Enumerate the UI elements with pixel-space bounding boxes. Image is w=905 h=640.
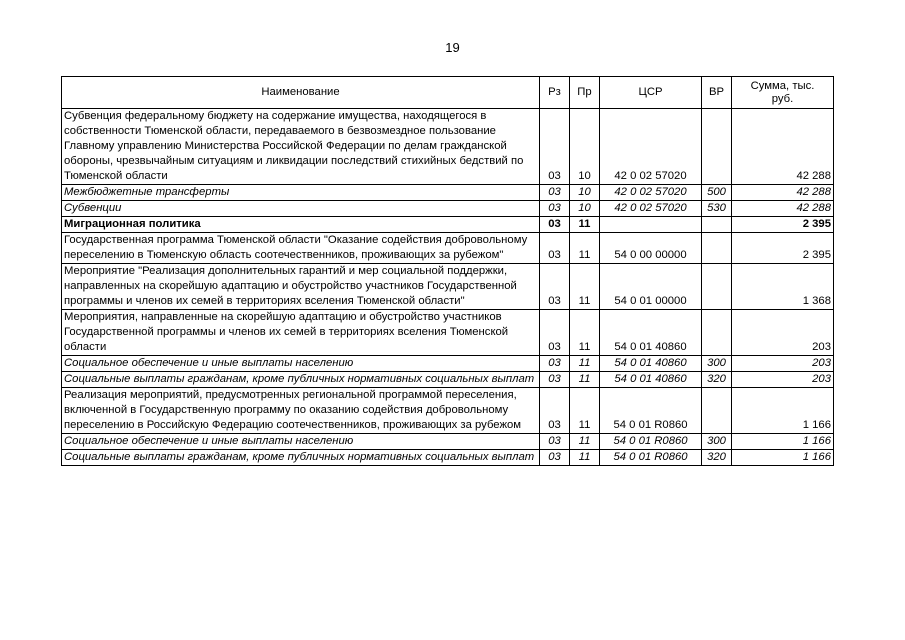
cell-vr [702, 217, 732, 233]
cell-pr: 10 [570, 109, 600, 185]
cell-name: Миграционная политика [62, 217, 540, 233]
cell-csr: 54 0 01 R0860 [600, 450, 702, 466]
cell-vr: 530 [702, 201, 732, 217]
table-row [62, 217, 834, 233]
table-row [62, 356, 834, 372]
cell-pr: 11 [570, 434, 600, 450]
cell-sum: 2 395 [732, 233, 834, 264]
cell-name: Субвенции [62, 201, 540, 217]
cell-rz: 03 [540, 450, 570, 466]
cell-name: Мероприятие "Реализация дополнительных гарантий и мер социальной поддержки, направленных на скорейшую адаптацию и обустройство участников Государственной программы и членов их семей в территориях вселения Тюменской области" [62, 264, 540, 310]
cell-csr: 54 0 01 40860 [600, 310, 702, 356]
cell-vr: 300 [702, 434, 732, 450]
header-pr: Пр [570, 77, 600, 109]
cell-rz: 03 [540, 434, 570, 450]
cell-csr: 54 0 01 40860 [600, 372, 702, 388]
table-row [62, 434, 834, 450]
cell-name: Социальные выплаты гражданам, кроме публичных нормативных социальных выплат [62, 372, 540, 388]
cell-sum: 1 166 [732, 434, 834, 450]
cell-csr: 54 0 01 R0860 [600, 388, 702, 434]
table-row [62, 388, 834, 434]
cell-pr: 11 [570, 450, 600, 466]
cell-sum: 42 288 [732, 109, 834, 185]
cell-vr: 500 [702, 185, 732, 201]
cell-rz: 03 [540, 233, 570, 264]
cell-pr: 11 [570, 388, 600, 434]
cell-sum: 203 [732, 310, 834, 356]
cell-rz: 03 [540, 264, 570, 310]
cell-rz: 03 [540, 310, 570, 356]
cell-pr: 11 [570, 310, 600, 356]
cell-sum: 42 288 [732, 185, 834, 201]
table-row [62, 201, 834, 217]
table-row [62, 264, 834, 310]
cell-pr: 11 [570, 217, 600, 233]
cell-vr: 300 [702, 356, 732, 372]
page-number: 19 [445, 40, 460, 55]
cell-name: Социальное обеспечение и иные выплаты населению [62, 356, 540, 372]
cell-csr: 42 0 02 57020 [600, 185, 702, 201]
cell-name: Субвенция федеральному бюджету на содержание имущества, находящегося в собственности Тюменской области, передаваемого в безвозмездное пользование Главному управлению Министерства Российской Федерации по делам гражданской обороны, чрезвычайным ситуациям и ликвидации последствий стихийных бедствий по Тюменской области [62, 109, 540, 185]
cell-vr [702, 233, 732, 264]
table-row [62, 372, 834, 388]
table-row [62, 233, 834, 264]
cell-pr: 11 [570, 233, 600, 264]
cell-csr: 54 0 01 00000 [600, 264, 702, 310]
cell-vr [702, 310, 732, 356]
cell-csr: 54 0 00 00000 [600, 233, 702, 264]
header-vr: ВР [702, 77, 732, 109]
cell-rz: 03 [540, 109, 570, 185]
cell-sum: 2 395 [732, 217, 834, 233]
header-csr: ЦСР [600, 77, 702, 109]
cell-sum: 203 [732, 372, 834, 388]
header-name: Наименование [62, 77, 540, 109]
cell-csr: 42 0 02 57020 [600, 201, 702, 217]
cell-rz: 03 [540, 356, 570, 372]
cell-pr: 11 [570, 372, 600, 388]
cell-pr: 11 [570, 264, 600, 310]
cell-rz: 03 [540, 201, 570, 217]
cell-sum: 203 [732, 356, 834, 372]
cell-sum: 42 288 [732, 201, 834, 217]
cell-rz: 03 [540, 185, 570, 201]
cell-name: Мероприятия, направленные на скорейшую адаптацию и обустройство участников Государственной программы и членов их семей в территориях вселения Тюменской области [62, 310, 540, 356]
cell-name: Государственная программа Тюменской области "Оказание содействия добровольному переселению в Тюменскую область соотечественников, проживающих за рубежом" [62, 233, 540, 264]
cell-name: Социальные выплаты гражданам, кроме публичных нормативных социальных выплат [62, 450, 540, 466]
cell-csr: 54 0 01 R0860 [600, 434, 702, 450]
cell-rz: 03 [540, 388, 570, 434]
cell-vr [702, 264, 732, 310]
table-row [62, 185, 834, 201]
table-body [62, 109, 834, 466]
cell-sum: 1 166 [732, 450, 834, 466]
table-row [62, 109, 834, 185]
header-sum: Сумма, тыс. руб. [732, 77, 834, 109]
cell-pr: 10 [570, 201, 600, 217]
header-rz: Рз [540, 77, 570, 109]
cell-name: Межбюджетные трансферты [62, 185, 540, 201]
table-row [62, 310, 834, 356]
cell-rz: 03 [540, 217, 570, 233]
table-header-row [62, 77, 834, 109]
cell-sum: 1 166 [732, 388, 834, 434]
budget-table [61, 76, 834, 466]
cell-pr: 10 [570, 185, 600, 201]
cell-vr [702, 109, 732, 185]
table-row [62, 450, 834, 466]
cell-name: Социальное обеспечение и иные выплаты населению [62, 434, 540, 450]
cell-vr: 320 [702, 450, 732, 466]
cell-vr: 320 [702, 372, 732, 388]
cell-vr [702, 388, 732, 434]
cell-csr [600, 217, 702, 233]
cell-csr: 42 0 02 57020 [600, 109, 702, 185]
cell-name: Реализация мероприятий, предусмотренных региональной программой переселения, включенной в Государственную программу по оказанию содействия добровольному переселению в Российскую Федерацию соотечественников, проживающих за рубежом [62, 388, 540, 434]
cell-rz: 03 [540, 372, 570, 388]
cell-sum: 1 368 [732, 264, 834, 310]
cell-pr: 11 [570, 356, 600, 372]
cell-csr: 54 0 01 40860 [600, 356, 702, 372]
